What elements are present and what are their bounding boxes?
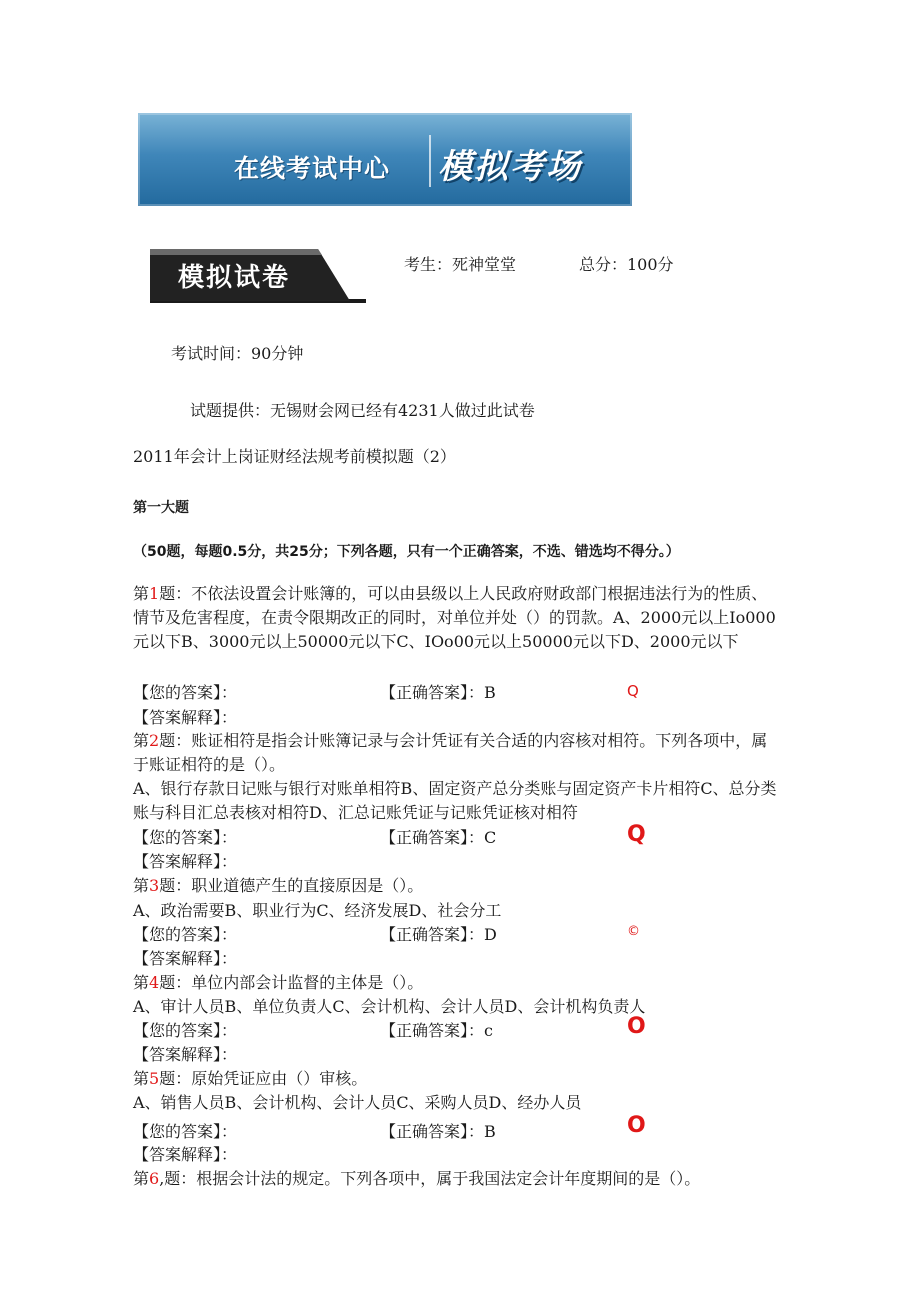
correct-answer-value: B xyxy=(484,683,496,702)
answer-mark-icon: © xyxy=(627,924,640,939)
question-text: 题：根据会计法的规定。下列各项中，属于我国法定会计年度期间的是（）。 xyxy=(164,1169,701,1188)
correct-answer-value: C xyxy=(484,828,497,847)
correct-answer-value: D xyxy=(484,925,497,944)
question-6: 第6,题：根据会计法的规定。下列各项中，属于我国法定会计年度期间的是（）。 xyxy=(133,1169,701,1188)
question-text: 题：不依法设置会计账簿的，可以由县级以上人民政府财政部门根据违法行为的性质、情节及危害程度，在责令限期改正的同时，对单位并处（）的罚款。A、2000元以上Io000元以下B、3000元以上50000元以下C、IOo00元以上50000元以下D、2000元以下 xyxy=(133,584,776,651)
section-instructions: （50题，每题0.5分，共25分；下列各题，只有一个正确答案，不选、错选均不得分。） xyxy=(133,544,680,560)
exam-time: 考试时间：90分钟 xyxy=(171,344,304,363)
question-text: 题：单位内部会计监督的主体是（）。 xyxy=(159,973,424,992)
explanation-label: 【答案解释】： xyxy=(133,949,238,968)
correct-answer-label: 【正确答案】：B xyxy=(380,1122,496,1141)
correct-answer-label: 【正确答案】：c xyxy=(380,1021,493,1040)
answer-mark-icon: O xyxy=(627,1113,646,1138)
section-title: 第一大题 xyxy=(133,500,189,516)
banner-divider xyxy=(429,135,431,187)
question-number-suffix: , xyxy=(159,1169,165,1188)
question-number: 2 xyxy=(149,731,160,750)
question-text: 题：职业道德产生的直接原因是（）。 xyxy=(159,876,424,895)
question-number: 4 xyxy=(149,973,160,992)
question-2: 第2题：账证相符是指会计账簿记录与会计凭证有关合适的内容核对相符。下列各项中，属于账证相符的是（）。 xyxy=(133,731,768,774)
question-number: 5 xyxy=(149,1069,160,1088)
your-answer-label: 【您的答案】： xyxy=(133,1122,238,1141)
correct-answer-label: 【正确答案】：C xyxy=(380,828,497,847)
mock-exam-tag xyxy=(150,247,366,305)
candidate-name: 考生：死神堂堂 xyxy=(404,255,517,274)
question-number: 3 xyxy=(149,876,160,895)
total-score: 总分：100分 xyxy=(579,255,674,274)
correct-answer-value: c xyxy=(484,1021,493,1040)
your-answer-label: 【您的答案】： xyxy=(133,828,238,847)
question-5: 第5题：原始凭证应由（）审核。 xyxy=(133,1069,368,1088)
exam-center-banner xyxy=(138,113,632,206)
banner-right-text: 模拟考场 xyxy=(438,147,582,187)
correct-answer-label: 【正确答案】：D xyxy=(380,925,497,944)
tag-label: 模拟试卷 xyxy=(178,263,291,293)
question-4-options: A、审计人员B、单位负责人C、会计机构、会计人员D、会计机构负责人 xyxy=(133,997,646,1016)
question-5-options: A、销售人员B、会计机构、会计人员C、采购人员D、经办人员 xyxy=(133,1093,582,1112)
question-4: 第4题：单位内部会计监督的主体是（）。 xyxy=(133,973,424,992)
correct-answer-value: B xyxy=(484,1122,496,1141)
explanation-label: 【答案解释】： xyxy=(133,852,238,871)
question-1: 第1题：不依法设置会计账簿的，可以由县级以上人民政府财政部门根据违法行为的性质、情节及危害程度，在责令限期改正的同时，对单位并处（）的罚款。A、2000元以上Io000元以下B、3000元以上50000元以下C、IOo00元以上50000元以下D、2000元以下 xyxy=(133,584,776,651)
explanation-label: 【答案解释】： xyxy=(133,1045,238,1064)
banner-left-text: 在线考试中心 xyxy=(234,154,391,183)
question-3-options: A、政治需要B、职业行为C、经济发展D、社会分工 xyxy=(133,901,502,920)
answer-mark-icon: Q xyxy=(627,682,639,700)
correct-answer-label: 【正确答案】：B xyxy=(380,683,496,702)
question-2-options: A、银行存款日记账与银行对账单相符B、固定资产总分类账与固定资产卡片相符C、总分类账与科目汇总表核对相符D、汇总记账凭证与记账凭证核对相符 xyxy=(133,779,777,822)
question-3: 第3题：职业道德产生的直接原因是（）。 xyxy=(133,876,424,895)
your-answer-label: 【您的答案】： xyxy=(133,683,238,702)
question-number: 1 xyxy=(149,584,160,603)
explanation-label: 【答案解释】： xyxy=(133,708,238,727)
question-text: 题：原始凭证应由（）审核。 xyxy=(159,1069,368,1088)
exam-provider: 试题提供：无锡财会网已经有4231人做过此试卷 xyxy=(190,401,535,420)
your-answer-label: 【您的答案】： xyxy=(133,925,238,944)
explanation-label: 【答案解释】： xyxy=(133,1145,238,1164)
question-text: 题：账证相符是指会计账簿记录与会计凭证有关合适的内容核对相符。下列各项中，属于账证相符的是（）。 xyxy=(133,731,768,774)
your-answer-label: 【您的答案】： xyxy=(133,1021,238,1040)
answer-mark-icon: Q xyxy=(627,822,646,847)
question-number: 6 xyxy=(149,1169,160,1188)
exam-title: 2011年会计上岗证财经法规考前模拟题（2） xyxy=(133,447,456,466)
answer-mark-icon: O xyxy=(627,1014,646,1039)
